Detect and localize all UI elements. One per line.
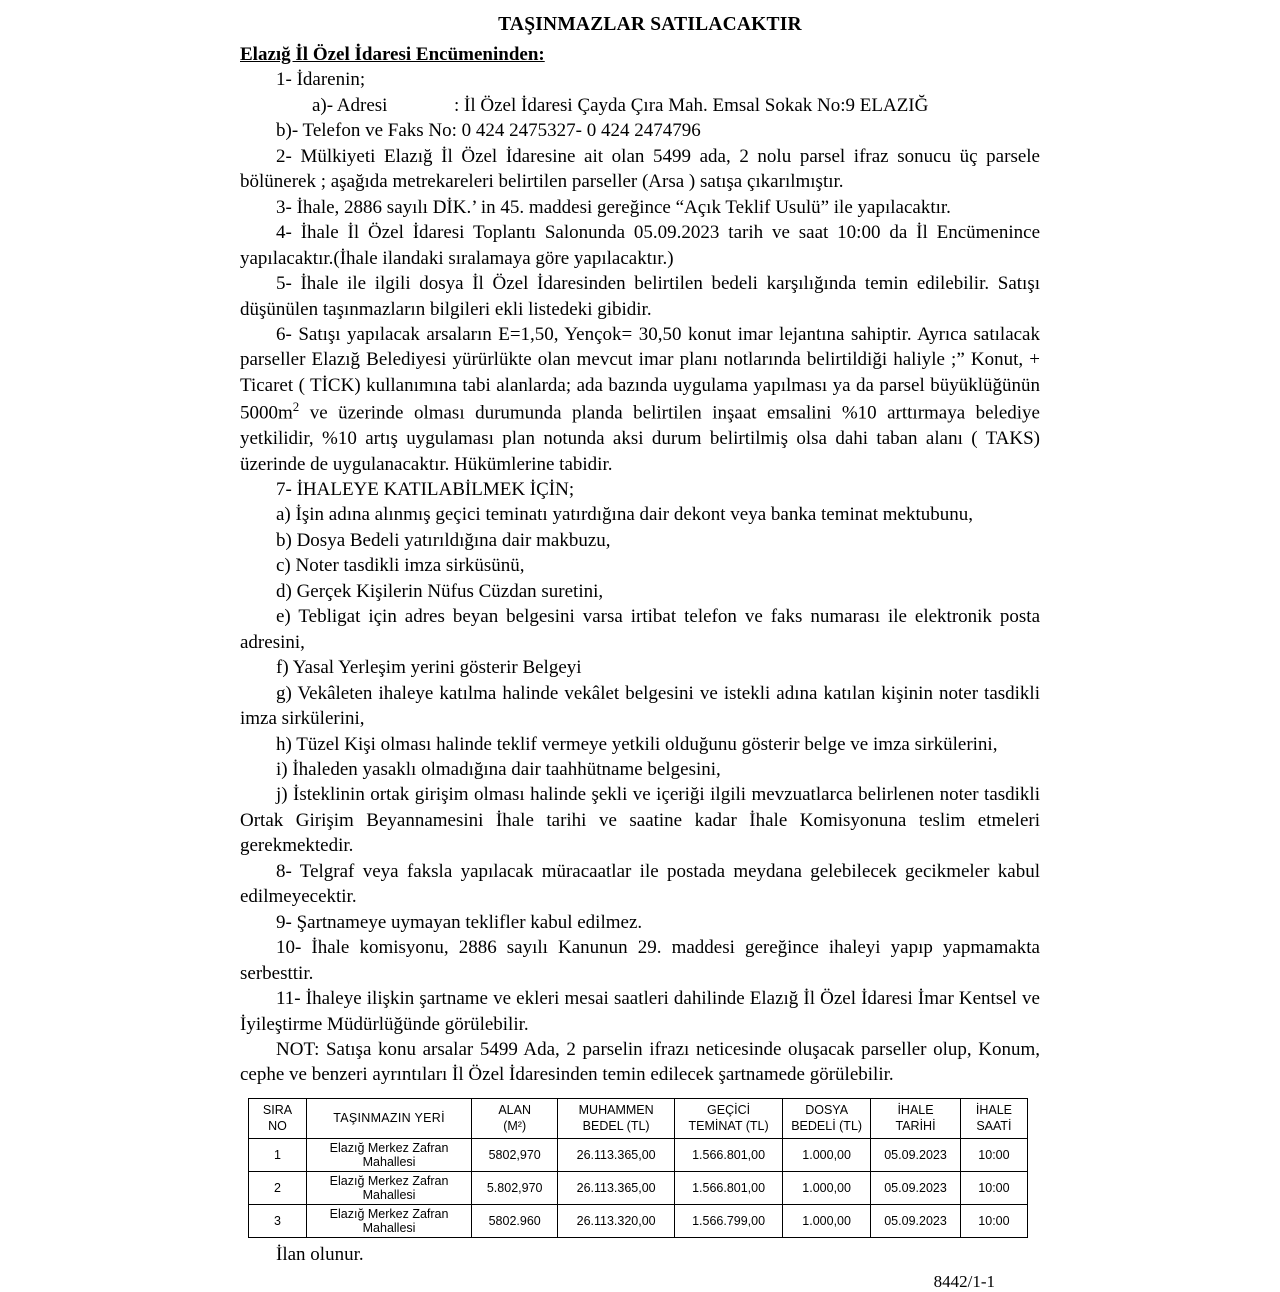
clause-7g: g) Vekâleten ihaleye katılma halinde vekâlet belgesini ve istekli adına katılan kişinin noter tasdikli imza sirkülerini, [240, 682, 1040, 730]
cell-muhammen: 26.113.320,00 [558, 1205, 675, 1238]
header-yeri-line1: TAŞINMAZIN YERİ [333, 1110, 445, 1125]
address-label: a)- Adresi [312, 94, 388, 116]
clause-7b: b) Dosya Bedeli yatırıldığına dair makbuzu, [276, 529, 611, 551]
header-muhammen-line2: BEDEL (TL) [582, 1118, 650, 1133]
clause-7a: a) İşin adına alınmış geçici teminatı yatırdığına dair dekont veya banka teminat mektubunu, [276, 504, 973, 526]
clause-7e: e) Tebligat için adres beyan belgesini varsa irtibat telefon ve faks numarası ile elektronik posta adresini, [240, 606, 1040, 653]
header-dosya-line1: DOSYA [805, 1102, 849, 1117]
header-tarih-line2: TARİHİ [895, 1118, 936, 1133]
header-tasinmazin-yeri [307, 1098, 472, 1138]
phone-fax-line: b)- Telefon ve Faks No: 0 424 2475327- 0 424 2474796 [276, 120, 701, 142]
note-paragraph: NOT: Satışa konu arsalar 5499 Ada, 2 parselin ifrazı neticesinde oluşacak parseller olup, Konum, cephe ve benzeri ayrıntıları İl Özel İdaresinden temin edilecek şartnamede görülebilir. [240, 1039, 1040, 1086]
clause-8: 8- Telgraf veya faksla yapılacak müracaatlar ile postada meydana gelebilecek gecikmeler kabul edilmeyecektir. [240, 860, 1040, 908]
header-alan-line1: ALAN [498, 1102, 531, 1117]
cell-gecici: 1.566.799,00 [675, 1205, 783, 1238]
cell-tarih: 05.09.2023 [871, 1139, 961, 1172]
header-gecici-line1: GEÇİCİ [707, 1102, 751, 1117]
clause-6-superscript: 2 [292, 399, 300, 415]
address-row [240, 93, 1040, 118]
table-body [249, 1139, 1028, 1238]
clause-11: 11- İhaleye ilişkin şartname ve ekleri mesai saatleri dahilinde Elazığ İl Özel İdaresi İmar Kentsel ve İyileştirme Müdürlüğünde görülebilir. [240, 988, 1040, 1035]
properties-table [248, 1098, 1028, 1238]
table-header [249, 1098, 1028, 1138]
header-sira-line2: NO [268, 1118, 287, 1133]
document-title: TAŞINMAZLAR SATILACAKTIR [498, 14, 802, 35]
clause-4: 4- İhale İl Özel İdaresi Toplantı Salonunda 05.09.2023 tarih ve saat 10:00 da İl Encümenince yapılacaktır.(İhale ilandaki sıralamaya göre yapılacaktır.) [240, 222, 1040, 269]
header-ihale-tarihi [871, 1098, 961, 1138]
header-alan [472, 1098, 558, 1138]
cell-dosya: 1.000,00 [783, 1139, 871, 1172]
header-gecici-line2: TEMİNAT (TL) [688, 1118, 769, 1133]
clause-6-part-b: ve üzerinde olması durumunda planda belirtilen inşaat emsalini %10 arttırmaya belediye yetkilidir, %10 artış uygulaması plan notunda aksi durum belirtilmiş olsa dahi taban alanı ( TAKS) üzerinde de uygulanacaktır. Hükümlerine tabidir. [240, 402, 1040, 475]
address-value: İl Özel İdaresi Çayda Çıra Mah. Emsal Sokak No:9 ELAZIĞ [464, 94, 929, 116]
header-sira-no [249, 1098, 307, 1138]
cell-yeri: Elazığ Merkez Zafran Mahallesi [307, 1205, 472, 1238]
footer-code: 8442/1-1 [933, 1272, 995, 1292]
table-row [249, 1172, 1028, 1205]
cell-dosya: 1.000,00 [783, 1205, 871, 1238]
clause-5: 5- İhale ile ilgili dosya İl Özel İdaresinden belirtilen bedeli karşılığında temin edilebilir. Satışı düşünülen taşınmazların bilgileri ekli listedeki gibidir. [240, 273, 1040, 320]
cell-gecici: 1.566.801,00 [675, 1139, 783, 1172]
header-tarih-line1: İHALE [897, 1102, 934, 1117]
table-row [249, 1205, 1028, 1238]
cell-dosya: 1.000,00 [783, 1172, 871, 1205]
cell-alan: 5802,970 [472, 1139, 558, 1172]
cell-saat: 10:00 [960, 1205, 1027, 1238]
cell-alan: 5.802,970 [472, 1172, 558, 1205]
cell-saat: 10:00 [960, 1172, 1027, 1205]
clause-7f: f) Yasal Yerleşim yerini gösterir Belgeyi [276, 657, 582, 679]
cell-gecici: 1.566.801,00 [675, 1172, 783, 1205]
clause-7d: d) Gerçek Kişilerin Nüfus Cüzdan suretini, [276, 580, 604, 602]
cell-sira: 2 [249, 1172, 307, 1205]
table-row [249, 1139, 1028, 1172]
header-gecici-teminat [675, 1098, 783, 1138]
table-header-row [249, 1098, 1028, 1138]
header-alan-line2: (M²) [503, 1118, 527, 1133]
clause-3: 3- İhale, 2886 sayılı DİK.’ in 45. maddesi gereğince “Açık Teklif Usulü” ile yapılacaktır. [276, 196, 951, 218]
clause-7h: h) Tüzel Kişi olması halinde teklif vermeye yetkili olduğunu gösterir belge ve imza sirkülerini, [276, 733, 998, 755]
listing-table-wrapper [240, 1098, 1040, 1238]
header-sira-line1: SIRA [262, 1102, 293, 1117]
clause-9: 9- Şartnameye uymayan teklifler kabul edilmez. [276, 911, 643, 933]
cell-sira: 1 [249, 1139, 307, 1172]
address-separator: : [454, 94, 460, 116]
clause-7c: c) Noter tasdikli imza sirküsünü, [276, 555, 525, 577]
cell-tarih: 05.09.2023 [871, 1172, 961, 1205]
cell-tarih: 05.09.2023 [871, 1205, 961, 1238]
header-muhammen-bedel [558, 1098, 675, 1138]
closing-line: İlan olunur. [276, 1244, 364, 1266]
cell-saat: 10:00 [960, 1139, 1027, 1172]
header-dosya-line2: BEDELİ (TL) [791, 1118, 863, 1133]
clause-2: 2- Mülkiyeti Elazığ İl Özel İdaresine ait olan 5499 ada, 2 nolu parsel ifraz sonucu üç parsele bölünerek ; aşağıda metrekareleri belirtilen parseller (Arsa ) satışa çıkarılmıştır. [240, 145, 1040, 193]
cell-yeri: Elazığ Merkez Zafran Mahallesi [307, 1172, 472, 1205]
cell-muhammen: 26.113.365,00 [558, 1172, 675, 1205]
clause-10: 10- İhale komisyonu, 2886 sayılı Kanunun 29. maddesi gereğince ihaleyi yapıp yapmamakta serbesttir. [240, 937, 1040, 984]
cell-alan: 5802.960 [472, 1205, 558, 1238]
cell-sira: 3 [249, 1205, 307, 1238]
cell-muhammen: 26.113.365,00 [558, 1139, 675, 1172]
clause-7j: j) İsteklinin ortak girişim olması halinde şekli ve içeriği ilgili mevzuatlarca belirlenen noter tasdikli Ortak Girişim Beyannamesini İhale tarihi ve saatine kadar İhale Komisyonuna teslim etmeleri gerekmektedir. [240, 784, 1040, 857]
document-subtitle: Elazığ İl Özel İdaresi Encümeninden: [240, 44, 545, 65]
header-dosya-bedeli [783, 1098, 871, 1138]
cell-yeri: Elazığ Merkez Zafran Mahallesi [307, 1139, 472, 1172]
document-body [240, 42, 1040, 1088]
clause-7i: i) İhaleden yasaklı olmadığına dair taahhütname belgesini, [276, 759, 721, 781]
header-saat-line1: İHALE [975, 1102, 1012, 1117]
header-muhammen-line1: MUHAMMEN [578, 1102, 654, 1117]
clause-7-heading: 7- İHALEYE KATILABİLMEK İÇİN; [276, 479, 575, 501]
header-saat-line2: SAATİ [976, 1118, 1012, 1133]
clause-1: 1- İdarenin; [276, 69, 366, 91]
clause-6-part-a: 6- Satışı yapılacak arsaların E=1,50, Yençok= 30,50 konut imar lejantına sahiptir. Ayrıca satılacak parseller Elazığ Belediyesi yürürlükte olan mevcut imar planı notlarında belirtildiği haliyle ;” Konut, + Ticaret ( TİCK) kullanımına tabi alanlarda; ada bazında uygulama yapılması ya da parsel büyüklüğünün 5000m [240, 323, 1040, 424]
header-ihale-saati [960, 1098, 1027, 1138]
clause-6 [240, 322, 1040, 477]
